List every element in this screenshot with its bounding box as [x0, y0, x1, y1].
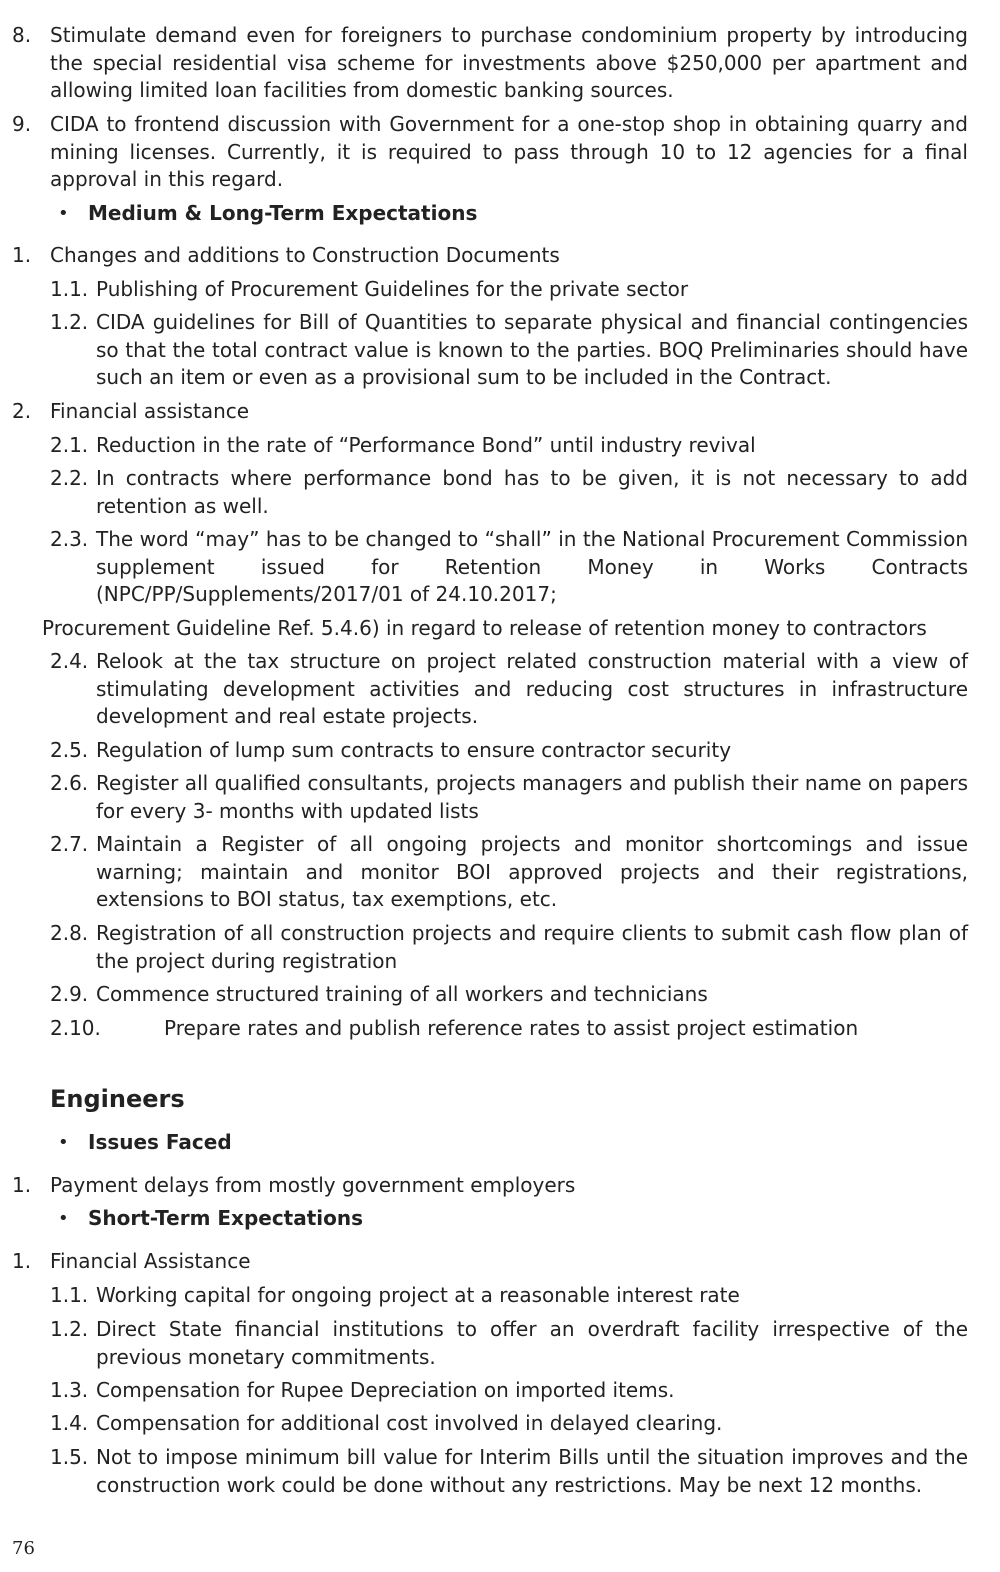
list-text: In contracts where performance bond has to be given, it is not necessary to add retention as well. [96, 466, 968, 518]
subheading-text: Short-Term Expectations [88, 1206, 364, 1230]
list-number: 1. [12, 1173, 32, 1197]
list-text: The word “may” has to be changed to “shall” in the National Procurement Commission supplement issued for Retention Money in Works Contracts (NPC/PP/Supplements/2017/01 of 24.10.2017; [96, 527, 968, 606]
list-number: 8. [12, 23, 32, 47]
subheading-text: Issues Faced [88, 1130, 232, 1154]
list-text: Regulation of lump sum contracts to ensure contractor security [96, 738, 732, 762]
list-text: CIDA to frontend discussion with Government for a one-stop shop in obtaining quarry and mining licenses. Currently, it is required to pass through 10 to 12 agencies for a final approval in this regard. [50, 112, 968, 191]
list-number: 2.4. [50, 649, 89, 673]
bullet-icon: • [58, 1208, 69, 1229]
list-text: Prepare rates and publish reference rates to assist project estimation [164, 1016, 859, 1040]
bullet-icon: • [58, 203, 69, 224]
list-text: Registration of all construction projects and require clients to submit cash flow plan of the project during registration [96, 921, 968, 973]
list-number: 1.1. [50, 277, 89, 301]
list-text: Direct State financial institutions to offer an overdraft facility irrespective of the previous monetary commitments. [96, 1317, 968, 1369]
list-number: 2.6. [50, 771, 89, 795]
list-number: 2. [12, 399, 32, 423]
list-number: 2.3. [50, 527, 89, 551]
list-text: Compensation for Rupee Depreciation on imported items. [96, 1378, 675, 1402]
list-number: 2.7. [50, 832, 89, 856]
list-text: Commence structured training of all workers and technicians [96, 982, 708, 1006]
list-text: Compensation for additional cost involved in delayed clearing. [96, 1411, 723, 1435]
subheading-text: Medium & Long-Term Expectations [88, 201, 478, 225]
list-number: 2.1. [50, 433, 89, 457]
list-number: 2.9. [50, 982, 89, 1006]
list-text: Stimulate demand even for foreigners to purchase condominium property by introducing the special residential visa scheme for investments above $250,000 per apartment and allowing limited loan facilities from domestic banking sources. [50, 23, 968, 102]
list-number: 1.3. [50, 1378, 89, 1402]
section-heading-engineers: Engineers [50, 1085, 185, 1113]
list-number: 2.5. [50, 738, 89, 762]
list-number: 1.2. [50, 310, 89, 334]
list-text: Register all qualified consultants, projects managers and publish their name on papers for every 3- months with updated lists [96, 771, 968, 823]
guideline-note-text: Procurement Guideline Ref. 5.4.6) in regard to release of retention money to contractors [42, 616, 927, 640]
list-number: 1.5. [50, 1445, 89, 1469]
list-number: 2.8. [50, 921, 89, 945]
list-text: Payment delays from mostly government employers [50, 1173, 576, 1197]
list-text: Not to impose minimum bill value for Interim Bills until the situation improves and the construction work could be done without any restrictions. May be next 12 months. [96, 1445, 968, 1497]
list-text: Maintain a Register of all ongoing projects and monitor shortcomings and issue warning; maintain and monitor BOI approved projects and their registrations, extensions to BOI status, tax exemptions, etc. [96, 832, 968, 911]
list-text: Reduction in the rate of “Performance Bond” until industry revival [96, 433, 756, 457]
list-text: Financial Assistance [50, 1249, 251, 1273]
list-number: 1. [12, 243, 32, 267]
list-text: Changes and additions to Construction Documents [50, 243, 560, 267]
list-number: 9. [12, 112, 32, 136]
list-text: Publishing of Procurement Guidelines for the private sector [96, 277, 689, 301]
list-number: 1.2. [50, 1317, 89, 1341]
list-text: Working capital for ongoing project at a reasonable interest rate [96, 1283, 740, 1307]
list-number: 1.1. [50, 1283, 89, 1307]
list-text: Relook at the tax structure on project related construction material with a view of stimulating development activities and reducing cost structures in infrastructure development and real estate projects. [96, 649, 968, 728]
list-number: 1. [12, 1249, 32, 1273]
list-number: 1.4. [50, 1411, 89, 1435]
bullet-icon: • [58, 1132, 69, 1153]
page-number: 76 [12, 1538, 35, 1559]
list-number: 2.10. [50, 1016, 101, 1040]
list-text: Financial assistance [50, 399, 250, 423]
list-number: 2.2. [50, 466, 89, 490]
list-text: CIDA guidelines for Bill of Quantities to separate physical and financial contingencies so that the total contract value is known to the parties. BOQ Preliminaries should have such an item or even as a provisional sum to be included in the Contract. [96, 310, 968, 389]
